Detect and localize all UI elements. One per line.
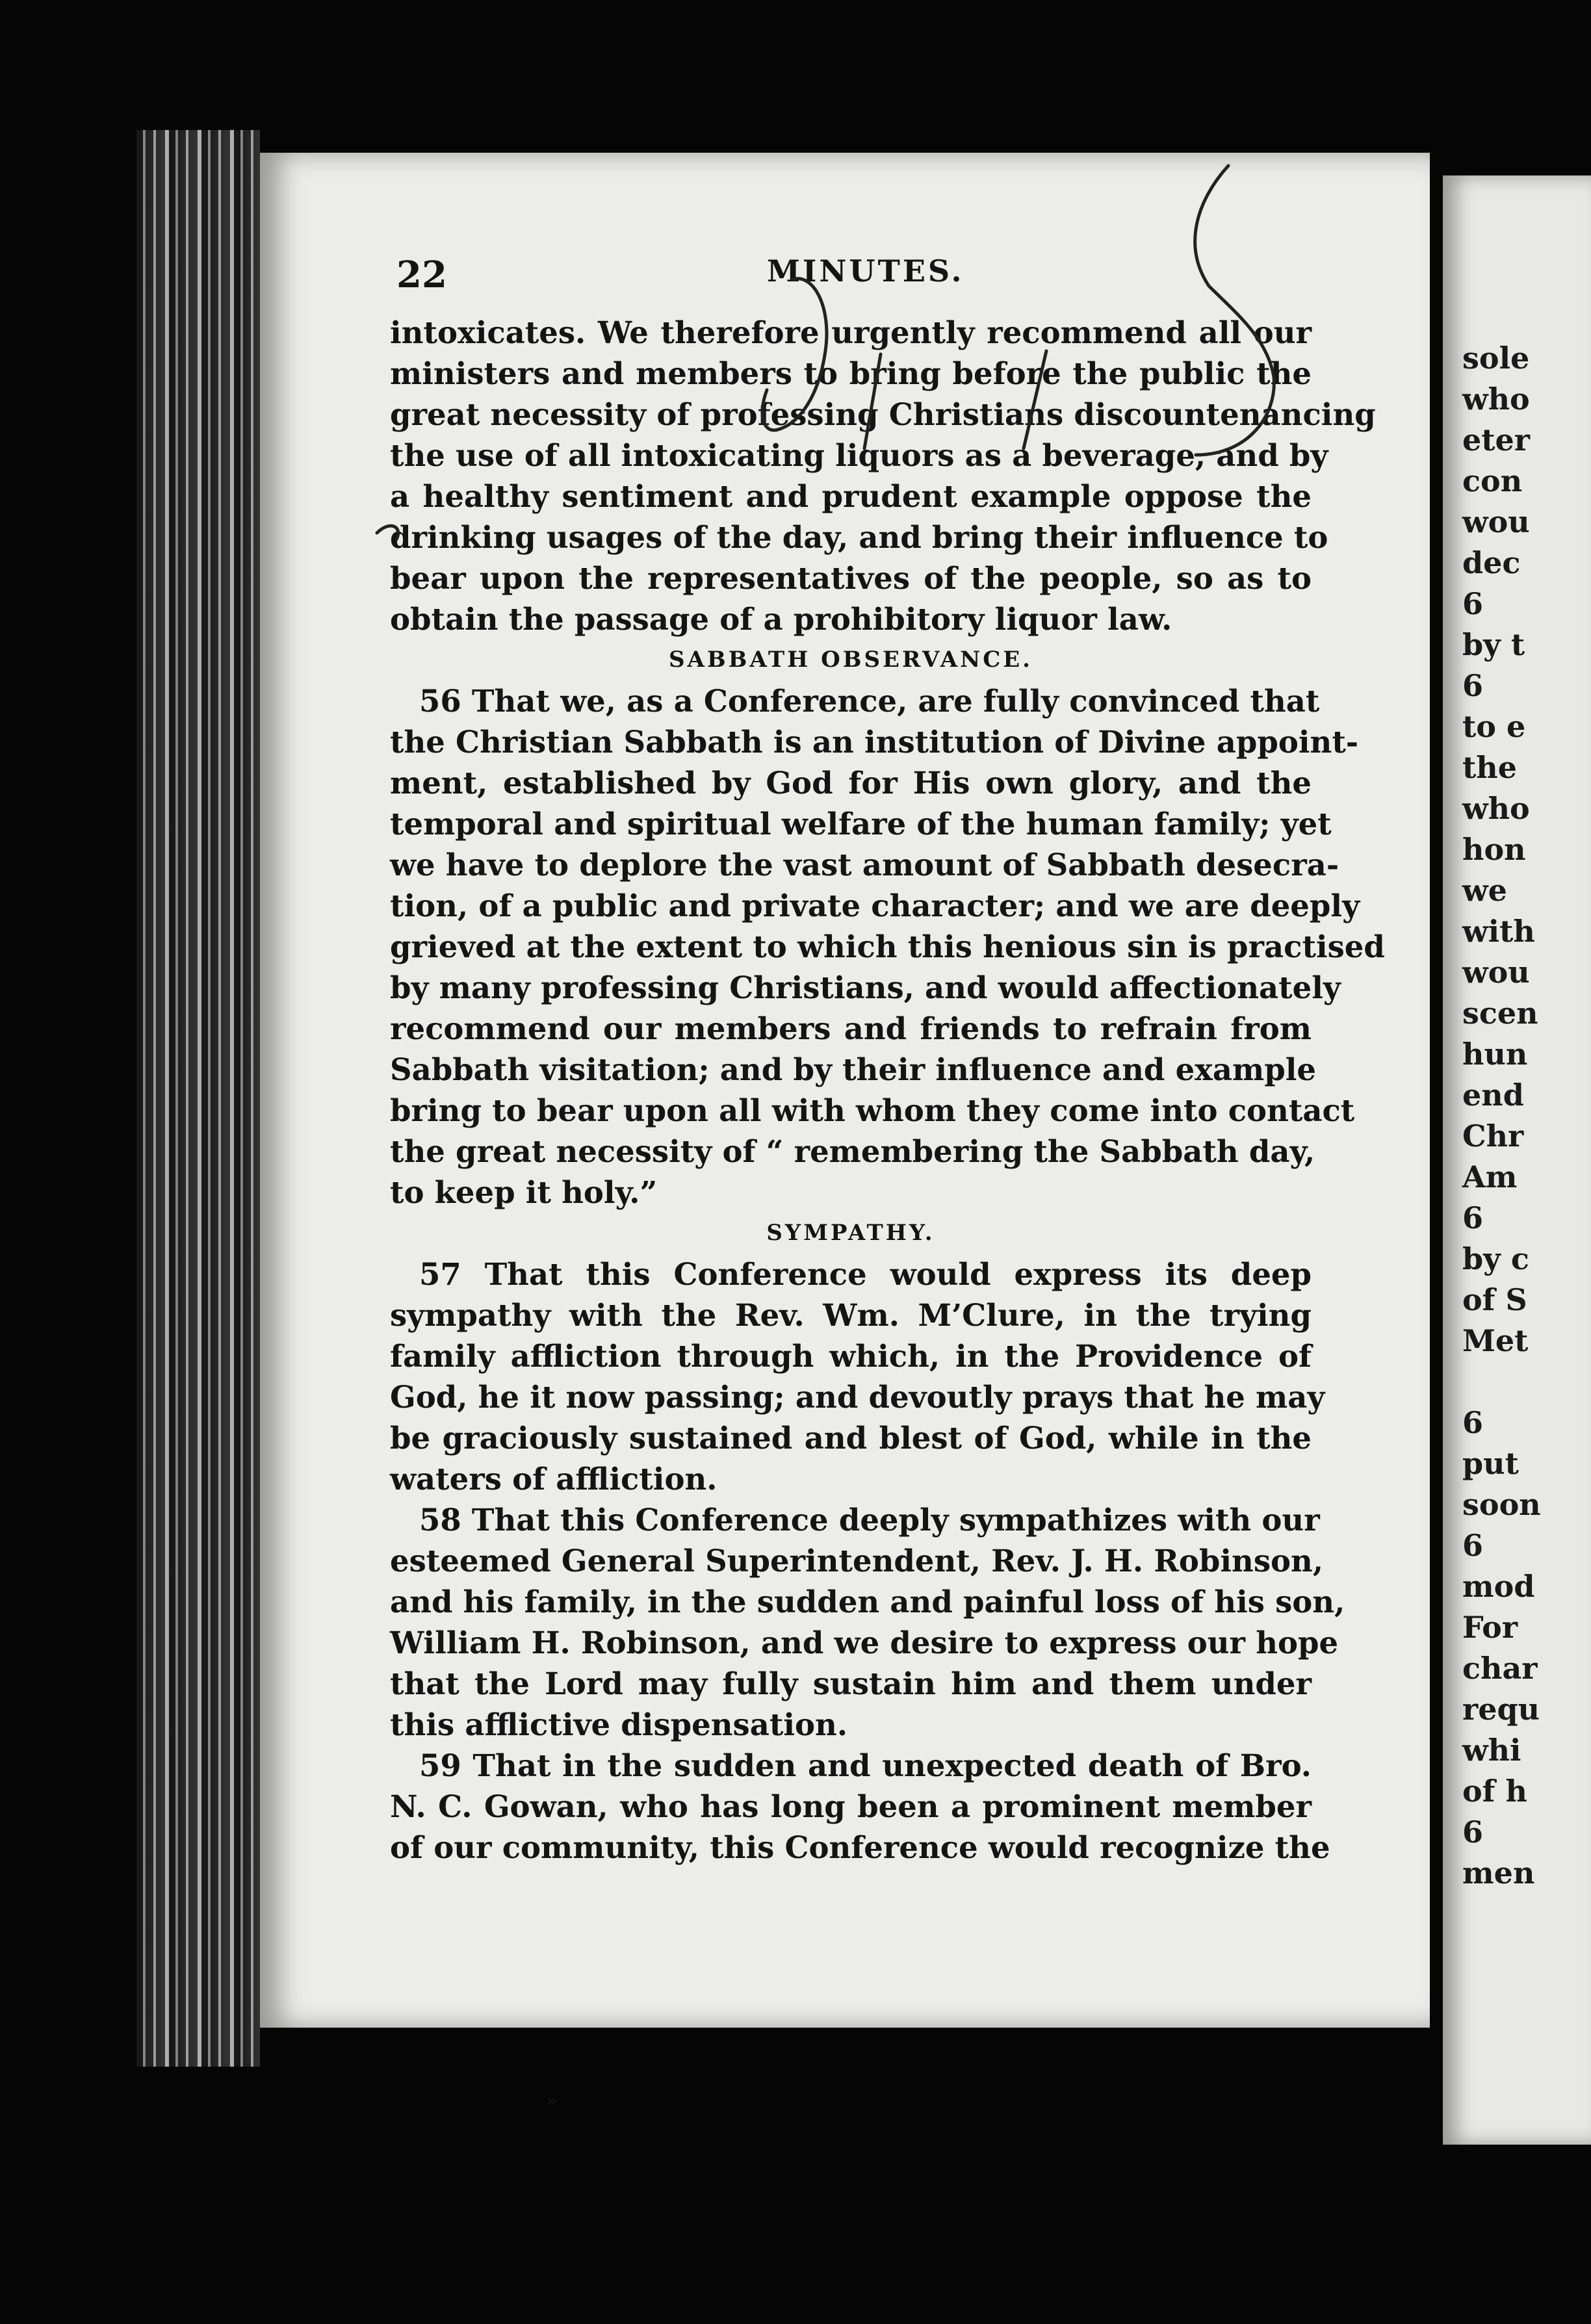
right-page-line: put [1462, 1446, 1519, 1481]
right-page-line: by t [1462, 627, 1525, 662]
running-title: MINUTES. [767, 253, 964, 289]
right-page-line: eter [1462, 422, 1531, 458]
text-line: 58 That this Conference deeply sympathizes with our [419, 1502, 1320, 1538]
right-page-line: with [1462, 914, 1535, 949]
right-page-line: wou [1462, 955, 1530, 990]
text-line: bring to bear upon all with whom they come into contact [390, 1092, 1355, 1128]
text-line: tion, of a public and private character; and we are deeply [390, 888, 1360, 923]
right-page-line: hon [1462, 832, 1526, 867]
right-page-line: requ [1462, 1692, 1540, 1727]
right-page-line: 6 [1462, 1200, 1484, 1235]
text-line: we have to deplore the vast amount of Sabbath desecra- [390, 847, 1339, 883]
text-line: ministers and members to bring before the public the [390, 355, 1312, 391]
text-column [390, 253, 1385, 1868]
right-page-line: dec [1462, 545, 1521, 580]
text-line: drinking usages of the day, and bring their influence to [390, 519, 1328, 555]
text-line: and his family, in the sudden and painful loss of his son, [390, 1584, 1345, 1620]
text-line: of our community, this Conference would recognize the [390, 1829, 1330, 1865]
right-page-line: con [1462, 463, 1523, 498]
text-line: God, he it now passing; and devoutly prays that he may [390, 1379, 1325, 1415]
text-line: this afflictive dispensation. [390, 1707, 848, 1742]
text-line: recommend our members and friends to refrain from [390, 1011, 1312, 1046]
text-line: that the Lord may fully sustain him and them under [390, 1666, 1312, 1701]
text-line: N. C. Gowan, who has long been a prominent member [390, 1788, 1312, 1824]
right-page-line: Chr [1462, 1118, 1524, 1154]
right-page-line: wou [1462, 504, 1530, 539]
right-page-line: men [1462, 1855, 1535, 1891]
text-line: the Christian Sabbath is an institution of Divine appoint- [390, 724, 1359, 760]
right-page-line: Am [1462, 1159, 1518, 1194]
text-line: waters of affliction. [390, 1461, 718, 1497]
right-page-line: we [1462, 873, 1507, 908]
text-line: ment, established by God for His own glory, and the [390, 765, 1312, 801]
text-line: 56 That we, as a Conference, are fully convinced that [419, 683, 1320, 719]
text-line: family affliction through which, in the Providence of [390, 1338, 1312, 1374]
right-page-text [1462, 338, 1591, 1894]
right-page-line: 6 [1462, 668, 1484, 703]
right-page-line: 6 [1462, 1528, 1484, 1563]
text-line: 59 That in the sudden and unexpected death of Bro. [419, 1748, 1312, 1783]
page-number: 22 [396, 253, 447, 296]
text-line: to keep it holy.” [390, 1174, 658, 1210]
right-page-line: 6 [1462, 1405, 1484, 1440]
text-line: grieved at the extent to which this henious sin is practised [390, 929, 1385, 964]
right-page-line: the [1462, 750, 1517, 785]
text-line: by many professing Christians, and would affectionately [390, 970, 1341, 1005]
text-line: the great necessity of “ remembering the Sabbath day, [390, 1133, 1315, 1169]
right-page-line: of S [1462, 1282, 1527, 1317]
text-line: 57 That this Conference would express its deep [419, 1256, 1312, 1292]
text-line: temporal and spiritual welfare of the human family; yet [390, 806, 1332, 842]
right-page-line: who [1462, 791, 1530, 826]
section-heading: SYMPATHY. [766, 1220, 935, 1246]
right-page-line: char [1462, 1651, 1538, 1686]
text-line: the use of all intoxicating liquors as a beverage, and by [390, 437, 1328, 473]
body-text [390, 312, 1385, 1868]
section-heading: SABBATH OBSERVANCE. [668, 647, 1033, 673]
right-page-line: 6 [1462, 1814, 1484, 1850]
text-line: obtain the passage of a prohibitory liquor law. [390, 601, 1172, 637]
right-page-line: Met [1462, 1323, 1529, 1358]
text-line: sympathy with the Rev. Wm. M’Clure, in the trying [390, 1297, 1312, 1333]
right-page-line: sole [1462, 341, 1530, 376]
right-page-line: mod [1462, 1569, 1535, 1604]
text-line: William H. Robinson, and we desire to express our hope [390, 1625, 1339, 1660]
text-line: be graciously sustained and blest of God, while in the [390, 1420, 1312, 1456]
right-page-line: hun [1462, 1037, 1528, 1072]
right-page-line: end [1462, 1078, 1524, 1113]
right-page-line: who [1462, 381, 1530, 417]
right-page-line: of h [1462, 1774, 1527, 1809]
footer-mark: » [546, 2089, 558, 2111]
right-page-line: by c [1462, 1241, 1529, 1276]
right-page-line: 6 [1462, 586, 1484, 621]
right-page-line: For [1462, 1610, 1518, 1645]
right-page-line [1462, 1362, 1591, 1402]
right-page-line: whi [1462, 1733, 1521, 1768]
running-head [390, 253, 1312, 312]
text-line: Sabbath visitation; and by their influence and example [390, 1052, 1316, 1087]
text-line: great necessity of professing Christians discountenancing [390, 396, 1376, 432]
right-page-line: to e [1462, 709, 1526, 744]
text-line: bear upon the representatives of the people, so as to [390, 560, 1312, 596]
book-binding-edge [136, 130, 260, 2067]
right-page-line: scen [1462, 996, 1538, 1031]
right-page-line: soon [1462, 1487, 1541, 1522]
text-line: intoxicates. We therefore urgently recommend all our [390, 315, 1312, 350]
text-line: a healthy sentiment and prudent example oppose the [390, 478, 1312, 514]
text-line: esteemed General Superintendent, Rev. J. H. Robinson, [390, 1543, 1324, 1579]
